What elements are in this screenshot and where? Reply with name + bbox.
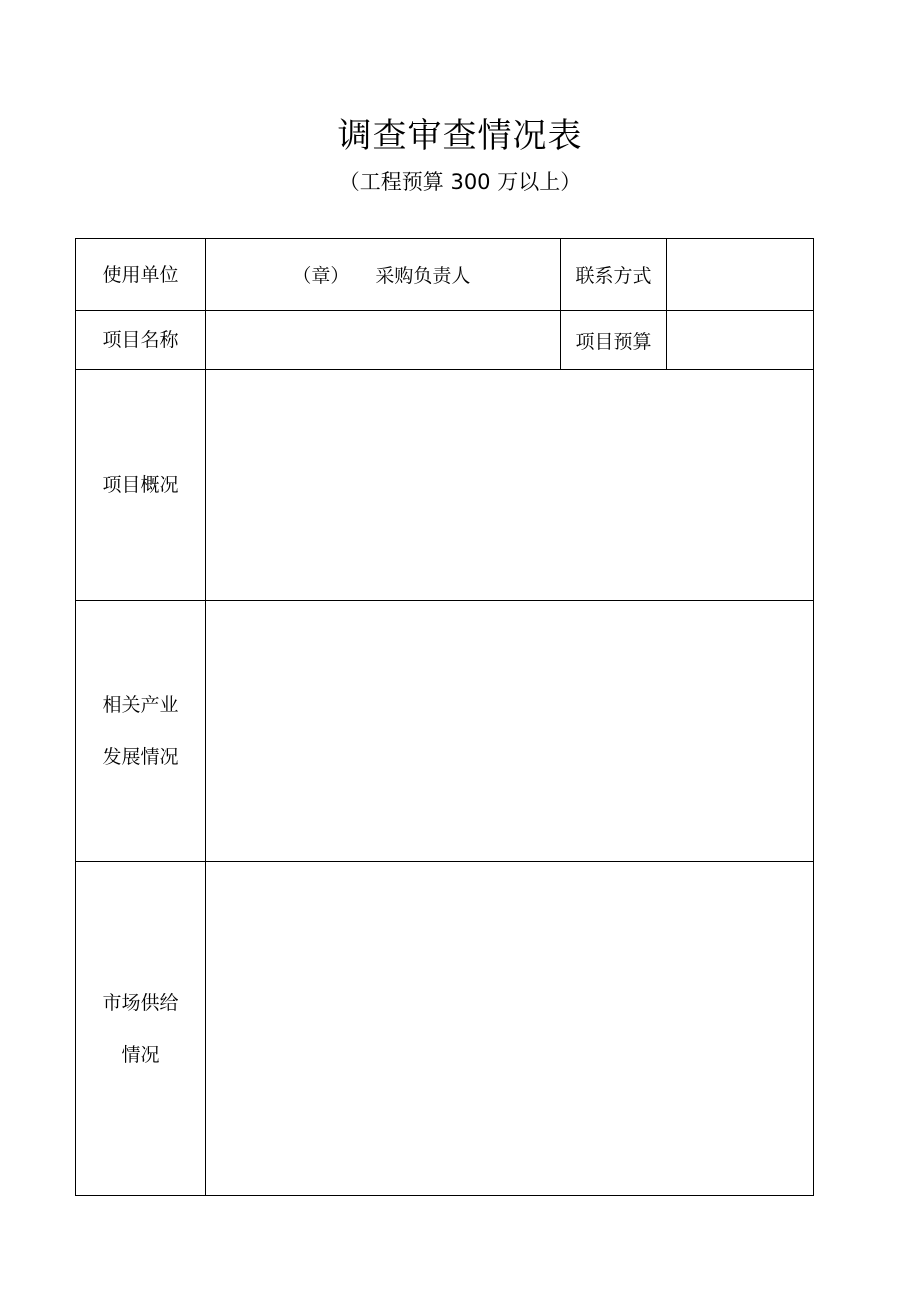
industry-label-line1: 相关产业 xyxy=(102,694,179,716)
industry-label-line2: 发展情况 xyxy=(102,746,179,768)
industry-value-cell[interactable] xyxy=(206,601,814,862)
market-label-line1: 市场供给 xyxy=(102,991,179,1014)
form-row-overview xyxy=(76,370,814,601)
budget-label: 项目预算 xyxy=(561,311,667,370)
form-row-market xyxy=(76,862,814,1196)
unit-value-cell[interactable] xyxy=(206,239,561,311)
buyer-label: 采购负责人 xyxy=(375,265,471,287)
overview-label: 项目概况 xyxy=(76,370,206,601)
document-subtitle: （工程预算 300 万以上） xyxy=(338,170,582,194)
project-name-label: 项目名称 xyxy=(76,311,206,370)
contact-label: 联系方式 xyxy=(561,239,667,311)
market-value-cell[interactable] xyxy=(206,862,814,1196)
form-row-unit xyxy=(76,239,814,311)
contact-value-cell[interactable] xyxy=(667,239,814,311)
industry-label xyxy=(76,601,206,862)
market-label xyxy=(76,862,206,1196)
form-row-industry xyxy=(76,601,814,862)
unit-label: 使用单位 xyxy=(76,239,206,311)
stamp-text: （章） xyxy=(292,265,350,287)
survey-form-table xyxy=(75,238,814,1196)
form-row-project-name xyxy=(76,311,814,370)
overview-value-cell[interactable] xyxy=(206,370,814,601)
market-label-line2: 情况 xyxy=(121,1043,160,1066)
budget-value-cell[interactable] xyxy=(667,311,814,370)
project-name-value-cell[interactable] xyxy=(206,311,561,370)
document-title: 调查审查情况表 xyxy=(337,116,583,156)
